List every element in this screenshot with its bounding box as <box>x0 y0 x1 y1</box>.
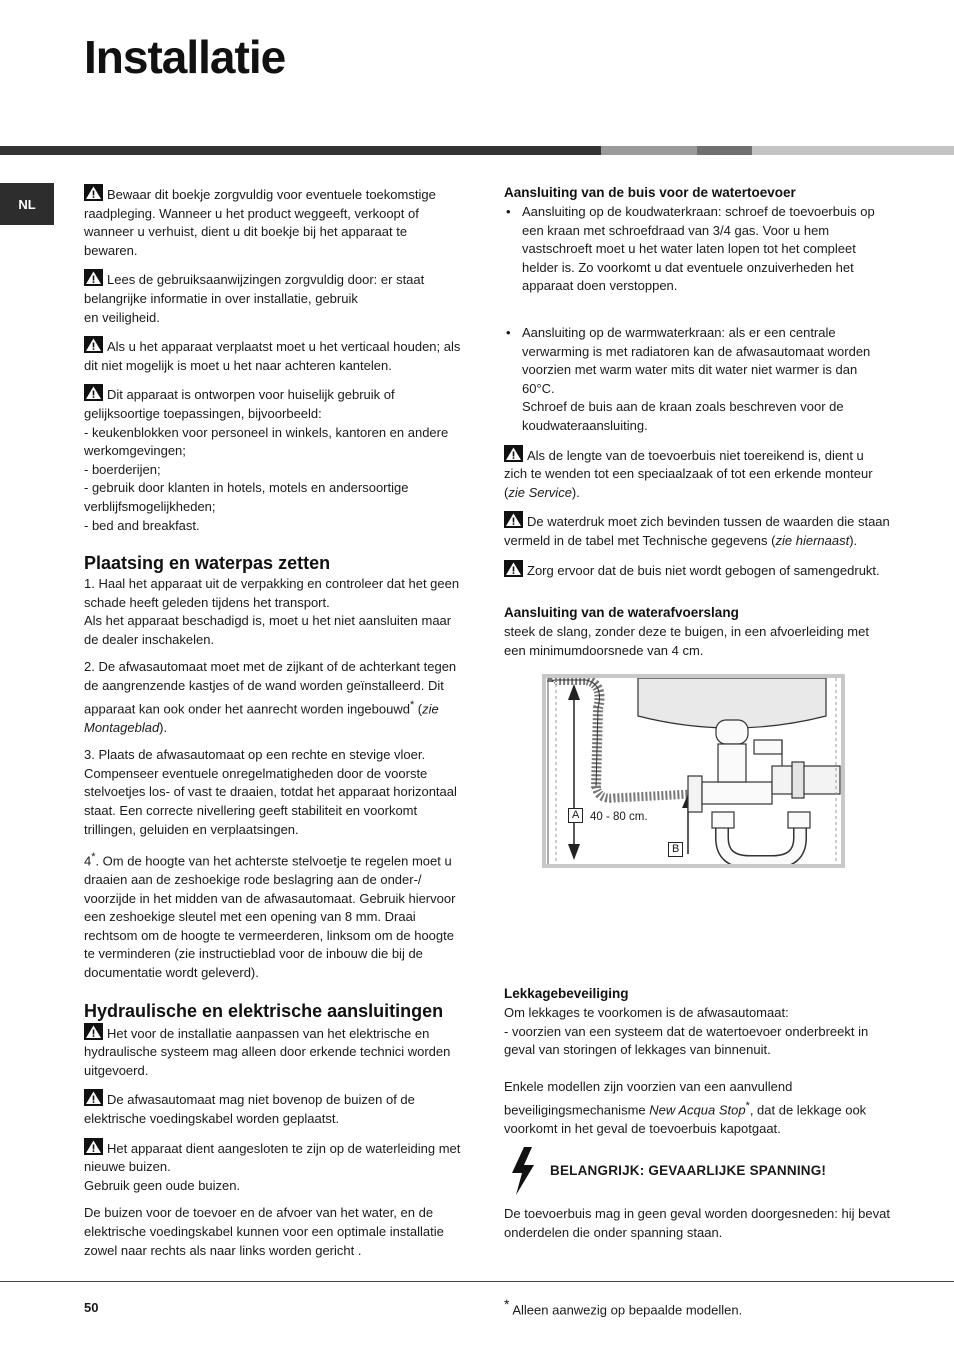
warning-paragraph <box>504 511 890 550</box>
drain-illustration <box>546 678 841 864</box>
hydraulic-closing-text: De buizen voor de toevoer en de afvoer van het water, en de elektrische voedingskabel kunnen voor een optimale installatie zowel naar rechts als naar links worden gericht . <box>84 1205 444 1258</box>
warning-paragraph <box>84 384 464 535</box>
reference-link: zie Montageblad <box>84 700 439 735</box>
warning-paragraph <box>504 560 890 581</box>
footnote-star: * <box>745 1099 750 1112</box>
language-tab: NL <box>0 183 54 225</box>
placement-step-3: 3. Plaats de afwasautomaat op een rechte en stevige vloer. Compenseer eventuele onregelmatigheden door de voorste stelvoetjes los- of vast te draaien, totdat het apparaat horizontaal staat. Een correcte nivellering geeft stabiliteit en voorkomt trillingen, geluiden en verplaatsingen. <box>84 747 457 837</box>
section-heading-supply: Aansluiting van de buis voor de watertoevoer <box>504 185 796 200</box>
leak-text-start: Enkele modellen zijn voorzien van een aanvullend beveiligingsmechanisme <box>504 1079 793 1117</box>
warning-triangle-icon <box>84 336 103 353</box>
warning-triangle-icon <box>84 269 103 286</box>
header-bar-gray <box>601 146 697 155</box>
warning-triangle-icon <box>84 1138 103 1155</box>
warning-triangle-icon <box>84 184 103 201</box>
warning-text: Lees de gebruiksaanwijzingen zorgvuldig door: er staat belangrijke informatie in over installatie, gebruik en veiligheid. <box>84 272 425 325</box>
brand-name: New Acqua Stop <box>649 1101 746 1117</box>
page-number: 50 <box>84 1300 99 1315</box>
warning-text: Zorg ervoor dat de buis niet wordt gebogen of samengedrukt. <box>527 562 880 578</box>
footnote-text: Alleen aanwezig op bepaalde modellen. <box>512 1302 743 1318</box>
warning-paragraph <box>84 1138 464 1196</box>
drain-text: steek de slang, zonder deze te buigen, in een afvoerleiding met een minimumdoorsnede van 4 cm. <box>504 624 869 658</box>
footer-divider <box>0 1281 954 1282</box>
paren-open: ( <box>414 700 423 716</box>
bullet-item: • Aansluiting op de warmwaterkraan: als er een centrale verwarming is met radiatoren kan de afwasautomaat worden voorzien met warm water mits dit water niet warmer is dan 60°C. Schroef de buis aan de kraan zoals beschreven voor de koudwateraansluiting. <box>504 324 890 436</box>
leak-text-models <box>504 1078 890 1138</box>
leak-text: Om lekkages te voorkomen is de afwasautomaat: - voorzien van een systeem dat de watertoevoer onderbreekt in geval van storingen of lekkages van binnenuit. <box>504 1005 869 1058</box>
footnote <box>504 1296 742 1317</box>
header-bar-mid <box>697 146 752 155</box>
warning-triangle-icon <box>504 445 523 462</box>
section-heading-hydraulic: Hydraulische en elektrische aansluitingen <box>84 1000 444 1021</box>
page-title: Installatie <box>84 31 286 83</box>
warning-text: De afwasautomaat mag niet bovenop de buizen of de elektrische voedingskabel worden geplaatst. <box>84 1092 415 1126</box>
placement-step-1: 1. Haal het apparaat uit de verpakking en controleer dat het geen schade heeft geleden tijdens het transport. Als het apparaat beschadigd is, moet u het niet aansluiten maar de dealer inschakelen. <box>84 576 460 647</box>
footnote-star: * <box>409 698 415 711</box>
placement-step-4 <box>84 848 464 982</box>
danger-detail: De toevoerbuis mag in geen geval worden doorgesneden: hij bevat onderdelen die onder spanning staan. <box>504 1206 890 1240</box>
paren-close: ). <box>159 719 168 735</box>
spacer <box>504 868 890 985</box>
header-bar-dark <box>0 146 601 155</box>
warning-text: Het apparaat dient aangesloten te zijn op de waterleiding met nieuwe buizen. Gebruik geen oude buizen. <box>84 1140 461 1193</box>
step-text: 2. De afwasautomaat moet met de zijkant of de achterkant tegen de aangrenzende kastjes of de wand worden geïnstalleerd. Dit apparaat kan ook onder het aanrecht worden ingebouwd <box>84 659 457 716</box>
leak-text-end: , dat de lekkage ook voorkomt in het geval de toevoerbuis kapotgaat. <box>504 1101 867 1136</box>
header-bar-light <box>752 146 954 155</box>
warning-triangle-icon <box>84 384 103 401</box>
warning-text: De waterdruk moet zich bevinden tussen de waarden die staan vermeld in de tabel met Technische gegevens ( <box>504 514 890 548</box>
step-text: . Om de hoogte van het achterste stelvoetje te regelen moet u draaien aan de zeshoekige rode beslagring aan de onder-/ voorzijde in het midden van de afwasautomaat. Gebruik hiervoor een zeshoekige sleutel met een opening van 8 mm. Draai rechtsom om de hoogte te vermeerderen, linksom om de hoogte te verminderen (zie instructieblad voor de inbouw die bij de documentatie wordt geleverd). <box>84 853 456 981</box>
warning-paragraph <box>84 336 464 375</box>
warning-triangle-icon <box>84 1089 103 1106</box>
warning-triangle-icon <box>504 511 523 528</box>
danger-text: BELANGRIJK: GEVAARLIJKE SPANNING! <box>550 1162 827 1178</box>
paren-close: ). <box>571 484 580 500</box>
danger-notice <box>504 1147 890 1195</box>
warning-paragraph <box>504 445 890 503</box>
label-a: A <box>568 808 583 823</box>
warning-triangle-icon <box>504 560 523 577</box>
step-number: 4 <box>84 853 92 869</box>
left-column <box>84 184 464 1269</box>
lightning-bolt-icon <box>510 1147 536 1195</box>
warning-text: Als u het apparaat verplaatst moet u het verticaal houden; als dit niet mogelijk is moet u het naar achteren kantelen. <box>84 339 461 373</box>
warning-paragraph <box>84 1023 464 1081</box>
reference-link: zie hiernaast <box>775 532 850 548</box>
warning-text: Als de lengte van de toevoerbuis niet toereikend is, dient u zich te wenden tot een speciaalzaak of tot een erkende monteur ( <box>504 447 873 500</box>
footnote-star: * <box>91 851 96 864</box>
warning-text: Het voor de installatie aanpassen van het elektrische en hydraulische systeem mag alleen door erkende technici worden uitgevoerd. <box>84 1025 451 1078</box>
warning-text: Dit apparaat is ontworpen voor huiselijk gebruik of gelijksoortige toepassingen, bijvoorbeeld: - keukenblokken voor personeel in winkels, kantoren en andere werkomgevingen; - boerderijen; - gebruik door klanten in hotels, motels en andersoortige verblijfsmogelijkheden; - bed and breakfast. <box>84 387 449 533</box>
reference-link: zie Service <box>508 484 572 500</box>
section-heading-placement: Plaatsing en waterpas zetten <box>84 553 331 574</box>
placement-step-2 <box>84 658 464 737</box>
drain-hose-diagram <box>542 674 845 868</box>
section-heading-leak: Lekkagebeveiliging <box>504 986 629 1002</box>
warning-paragraph <box>84 269 464 327</box>
warning-paragraph <box>84 184 464 260</box>
warning-text: Bewaar dit boekje zorgvuldig voor eventuele toekomstige raadpleging. Wanneer u het product weggeeft, verkoopt of wanneer u verhuist, dient u dit boekje bij het apparaat te bewaren. <box>84 187 436 258</box>
right-column <box>504 184 890 1251</box>
height-measurement: 40 - 80 cm. <box>590 811 648 824</box>
warning-triangle-icon <box>84 1023 103 1040</box>
footnote-star: * <box>504 1296 510 1312</box>
section-heading-drain: Aansluiting van de waterafvoerslang <box>504 605 739 621</box>
label-b: B <box>668 842 683 857</box>
warning-paragraph <box>84 1089 464 1128</box>
paren-close: ). <box>849 532 858 548</box>
bullet-item: • Aansluiting op de koudwaterkraan: schroef de toevoerbuis op een kraan met schroefdraad van 3/4 gas. Voor u hem vastschroeft moet u het water laten lopen tot het compleet helder is. Zo voorkomt u dat eventuele onzuiverheden het apparaat doen verstoppen. <box>504 203 890 296</box>
